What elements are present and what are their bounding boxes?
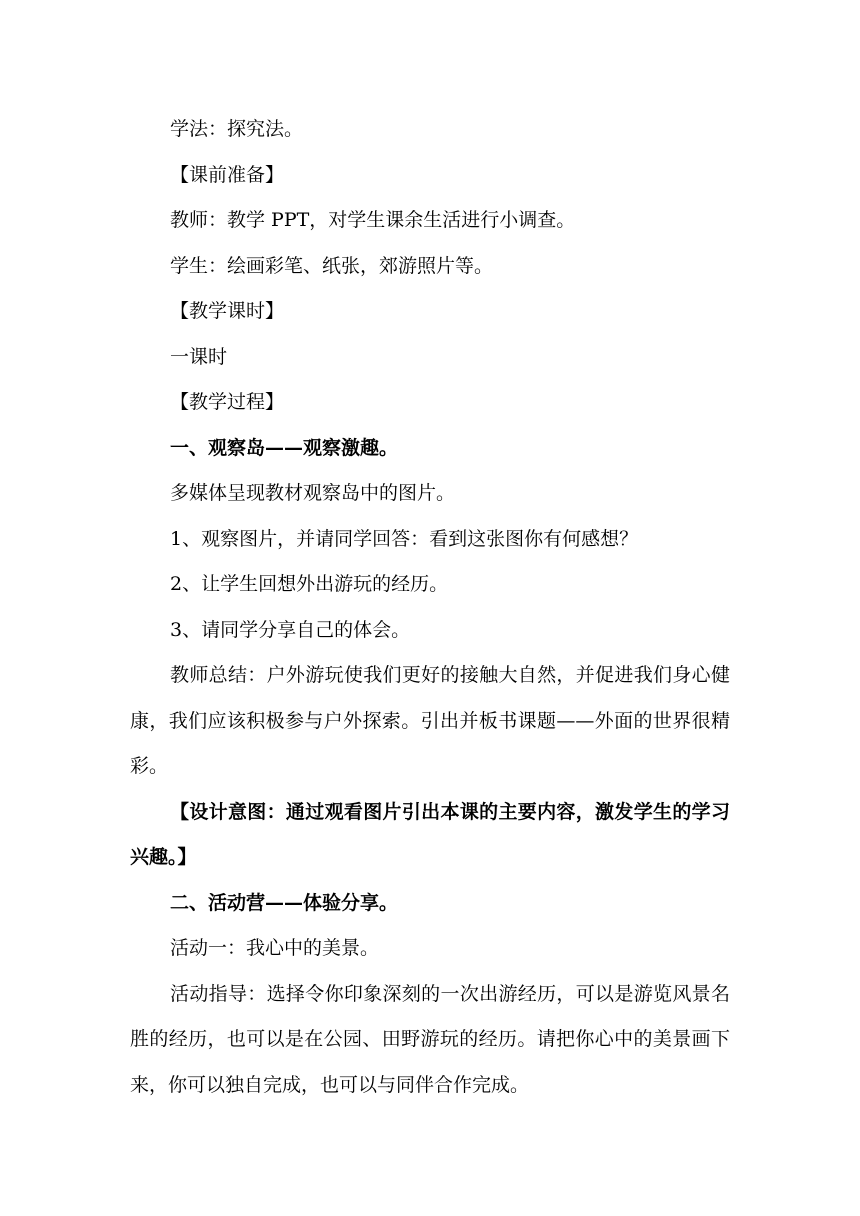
list-item-1: 1、观察图片，并请同学回答：看到这张图你有何感想？ bbox=[170, 527, 639, 550]
paragraph-method: 学法：探究法。 bbox=[170, 118, 304, 140]
list-item-2: 2、让学生回想外出游玩的经历。 bbox=[170, 573, 449, 595]
section-heading-observation: 一、观察岛——观察激趣。 bbox=[170, 436, 399, 459]
paragraph-activity-guide: 活动指导：选择令你印象深刻的一次出游经历，可以是游览风景名胜的经历，也可以是在公园、田野游玩的经历。请把你心中的美景画下来，你可以独自完成，也可以与同伴合作完成。 bbox=[130, 982, 730, 1096]
heading-class-hours: 【教学课时】 bbox=[170, 300, 285, 322]
paragraph-teacher-summary: 教师总结：户外游玩使我们更好的接触大自然，并促进我们身心健康，我们应该积极参与户外探索。引出并板书课题——外面的世界很精彩。 bbox=[130, 664, 730, 777]
paragraph-multimedia: 多媒体呈现教材观察岛中的图片。 bbox=[170, 482, 456, 504]
section-heading-activity: 二、活动营——体验分享。 bbox=[170, 891, 399, 914]
paragraph-student-prep: 学生：绘画彩笔、纸张，郊游照片等。 bbox=[170, 254, 494, 277]
paragraph-design-intent: 【设计意图：通过观看图片引出本课的主要内容，激发学生的学习兴趣。】 bbox=[130, 800, 730, 868]
paragraph-teacher-prep: 教师：教学 PPT，对学生课余生活进行小调查。 bbox=[170, 209, 576, 231]
heading-teaching-process: 【教学过程】 bbox=[170, 391, 285, 413]
heading-preparation: 【课前准备】 bbox=[170, 163, 285, 186]
list-item-3: 3、请同学分享自己的体会。 bbox=[170, 618, 411, 641]
document-body bbox=[130, 107, 730, 1108]
paragraph-class-hours: 一课时 bbox=[170, 345, 228, 368]
paragraph-activity-one: 活动一：我心中的美景。 bbox=[170, 937, 380, 959]
